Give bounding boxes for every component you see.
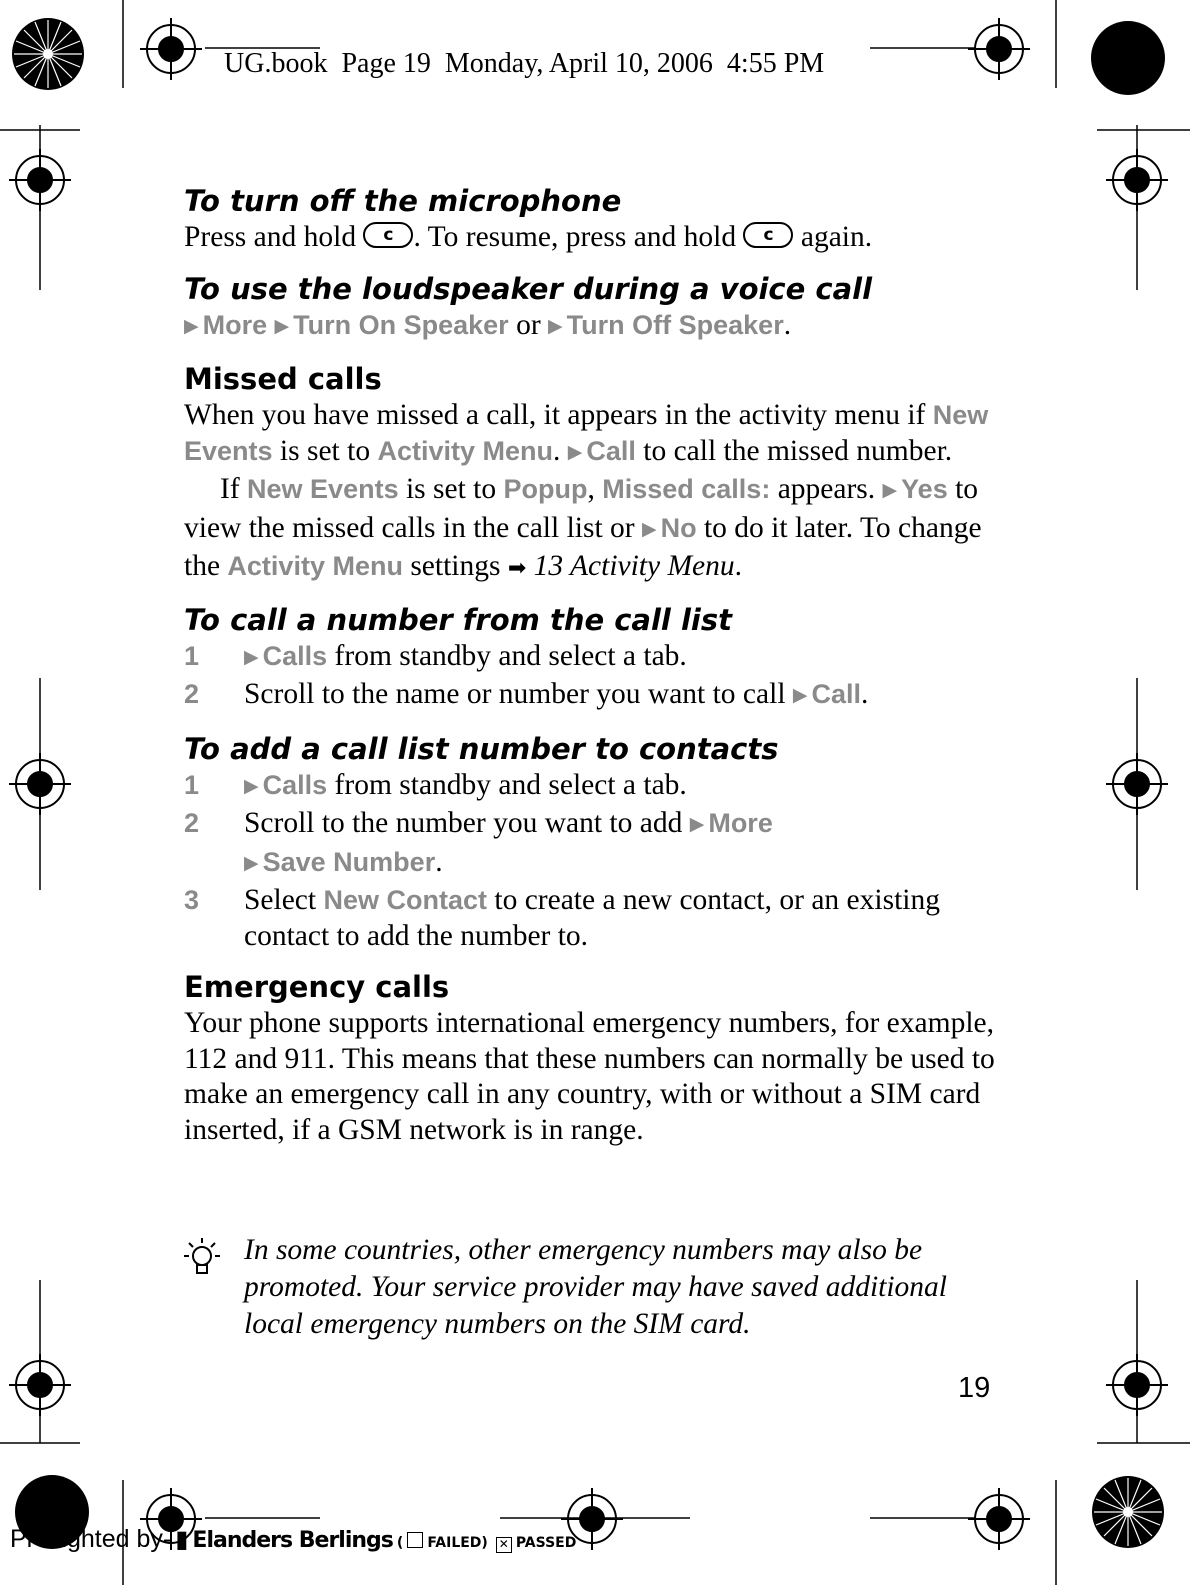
menu-turn-off-speaker: Turn Off Speaker — [566, 309, 784, 340]
registration-mark-icon — [140, 18, 202, 80]
status-passed — [492, 1535, 577, 1551]
brand-name: Elanders Berlings — [192, 1528, 393, 1553]
text: , — [587, 473, 603, 505]
cross-reference-arrow-icon: ➡ — [507, 556, 527, 581]
starburst-mark-icon — [10, 16, 86, 92]
menu-more: More — [708, 808, 773, 838]
step-number: 2 — [184, 808, 200, 838]
text: is set to — [398, 473, 504, 505]
microphone-instructions — [184, 220, 999, 256]
text: . To resume, press and hold — [413, 221, 744, 253]
step-item — [184, 883, 999, 954]
menu-more: More — [202, 309, 268, 340]
passed-label: PASSED — [515, 1535, 577, 1551]
step-item — [184, 806, 999, 883]
step-item — [184, 677, 999, 716]
solid-circle-mark-icon — [1090, 20, 1166, 96]
status-failed: ( FAILED) — [397, 1535, 488, 1551]
step-number: 3 — [184, 885, 200, 915]
select-arrow-icon: ▶ — [244, 774, 259, 797]
menu-popup: Popup — [503, 474, 588, 504]
text: from standby and select a tab. — [327, 639, 687, 672]
select-arrow-icon: ▶ — [567, 440, 583, 463]
select-arrow-icon: ▶ — [184, 314, 199, 337]
select-arrow-icon: ▶ — [274, 314, 290, 337]
text: to create a new contact, or an existing contact to add the number to. — [244, 884, 940, 952]
checkbox-checked-icon: ✕ — [496, 1537, 512, 1553]
registration-mark-icon — [968, 18, 1030, 80]
step-number: 1 — [184, 640, 200, 671]
dash: - — [162, 1525, 172, 1553]
select-arrow-icon: ▶ — [689, 813, 705, 835]
select-arrow-icon: ▶ — [244, 645, 259, 668]
step-item — [184, 639, 999, 678]
menu-call: Call — [811, 679, 862, 709]
tip-text: In some countries, other emergency numbers may also be promoted. Your service provider may have saved additional local emergency numbers on the SIM card. — [244, 1234, 947, 1340]
cross-reference[interactable]: 13 Activity Menu — [533, 550, 735, 582]
registration-mark-icon — [1106, 149, 1168, 211]
call-list-steps — [184, 639, 999, 716]
registration-mark-icon — [9, 753, 71, 815]
text: When you have missed a call, it appears in the activity menu if — [184, 399, 933, 431]
heading-call-from-list: To call a number from the call list — [184, 602, 732, 637]
loudspeaker-instructions — [184, 308, 999, 347]
text: . — [552, 434, 568, 467]
text: Press and hold — [184, 221, 364, 253]
registration-mark-icon — [968, 1488, 1030, 1550]
step-number: 1 — [184, 769, 200, 800]
missed-calls-paragraph-1 — [184, 398, 999, 472]
menu-new-events: New Events — [247, 474, 399, 504]
select-arrow-icon: ▶ — [882, 479, 898, 501]
registration-mark-icon — [1106, 1354, 1168, 1416]
emergency-paragraph: Your phone supports international emergency numbers, for example, 112 and 911. This means that these numbers can normally be used to make an emergency call in any country, with or without a SIM card inserted, if a GSM network is in range. — [184, 1007, 995, 1146]
menu-new-events: New Events — [184, 400, 989, 466]
select-arrow-icon: ▶ — [792, 684, 808, 706]
print-header: UG.book Page 19 Monday, April 10, 2006 4:55 PM — [224, 48, 825, 79]
heading-turn-off-microphone: To turn off the microphone — [184, 184, 622, 218]
text: Scroll to the number you want to add — [244, 807, 690, 839]
menu-turn-on-speaker: Turn On Speaker — [293, 309, 509, 340]
starburst-mark-icon — [1090, 1474, 1166, 1550]
add-contacts-steps — [184, 768, 999, 955]
registration-mark-icon — [1106, 753, 1168, 815]
text: . — [435, 845, 443, 878]
menu-activity-menu: Activity Menu — [377, 435, 553, 466]
select-arrow-icon: ▶ — [548, 314, 563, 337]
text: to view the missed calls in the call list or — [184, 473, 979, 544]
step-item — [184, 768, 999, 807]
menu-yes: Yes — [901, 474, 948, 504]
menu-missed-calls: Missed calls: — [602, 474, 771, 504]
failed-label: FAILED — [427, 1535, 482, 1551]
page-content — [184, 182, 999, 1148]
text: Select — [244, 884, 324, 916]
preflight-footer — [10, 1525, 576, 1554]
checkbox-empty-icon — [407, 1532, 423, 1548]
text: or — [508, 308, 549, 341]
c-key-icon — [363, 222, 413, 248]
select-arrow-icon: ▶ — [641, 517, 657, 540]
menu-calls: Calls — [262, 640, 328, 671]
lightbulb-tip-icon — [178, 1236, 224, 1286]
menu-save-number: Save Number — [262, 846, 436, 877]
c-key-icon — [743, 222, 793, 248]
text: appears. — [770, 473, 883, 505]
heading-add-to-contacts: To add a call list number to contacts — [184, 731, 779, 766]
heading-emergency-calls: Emergency calls — [184, 970, 450, 1004]
menu-no: No — [660, 512, 697, 543]
text: to call the missed number. — [635, 434, 953, 467]
text: . — [734, 550, 743, 582]
registration-mark-icon — [9, 149, 71, 211]
menu-new-contact: New Contact — [323, 885, 487, 915]
registration-mark-icon — [9, 1354, 71, 1416]
page-number: 19 — [958, 1372, 991, 1404]
select-arrow-icon: ▶ — [244, 851, 259, 874]
text: . — [861, 678, 869, 710]
text: from standby and select a tab. — [327, 768, 687, 801]
text: Scroll to the name or number you want to call — [244, 678, 793, 710]
heading-loudspeaker: To use the loudspeaker during a voice call — [184, 271, 873, 306]
text: again. — [793, 221, 873, 253]
text: . — [783, 308, 792, 341]
text: is set to — [272, 434, 378, 467]
menu-calls: Calls — [262, 769, 328, 800]
elanders-logo-icon: ▮ — [175, 1525, 189, 1553]
text: settings — [402, 550, 508, 582]
step-number: 2 — [184, 679, 200, 709]
key-label: c — [763, 225, 774, 245]
heading-missed-calls: Missed calls — [184, 362, 382, 396]
menu-call: Call — [586, 435, 636, 466]
preflight-label: Preflighted by — [10, 1525, 163, 1553]
key-label: c — [383, 225, 394, 245]
text: If — [220, 473, 248, 505]
menu-activity-menu: Activity Menu — [227, 551, 403, 581]
text: to do it later. To change the — [184, 511, 982, 582]
missed-calls-paragraph-2 — [184, 472, 999, 587]
